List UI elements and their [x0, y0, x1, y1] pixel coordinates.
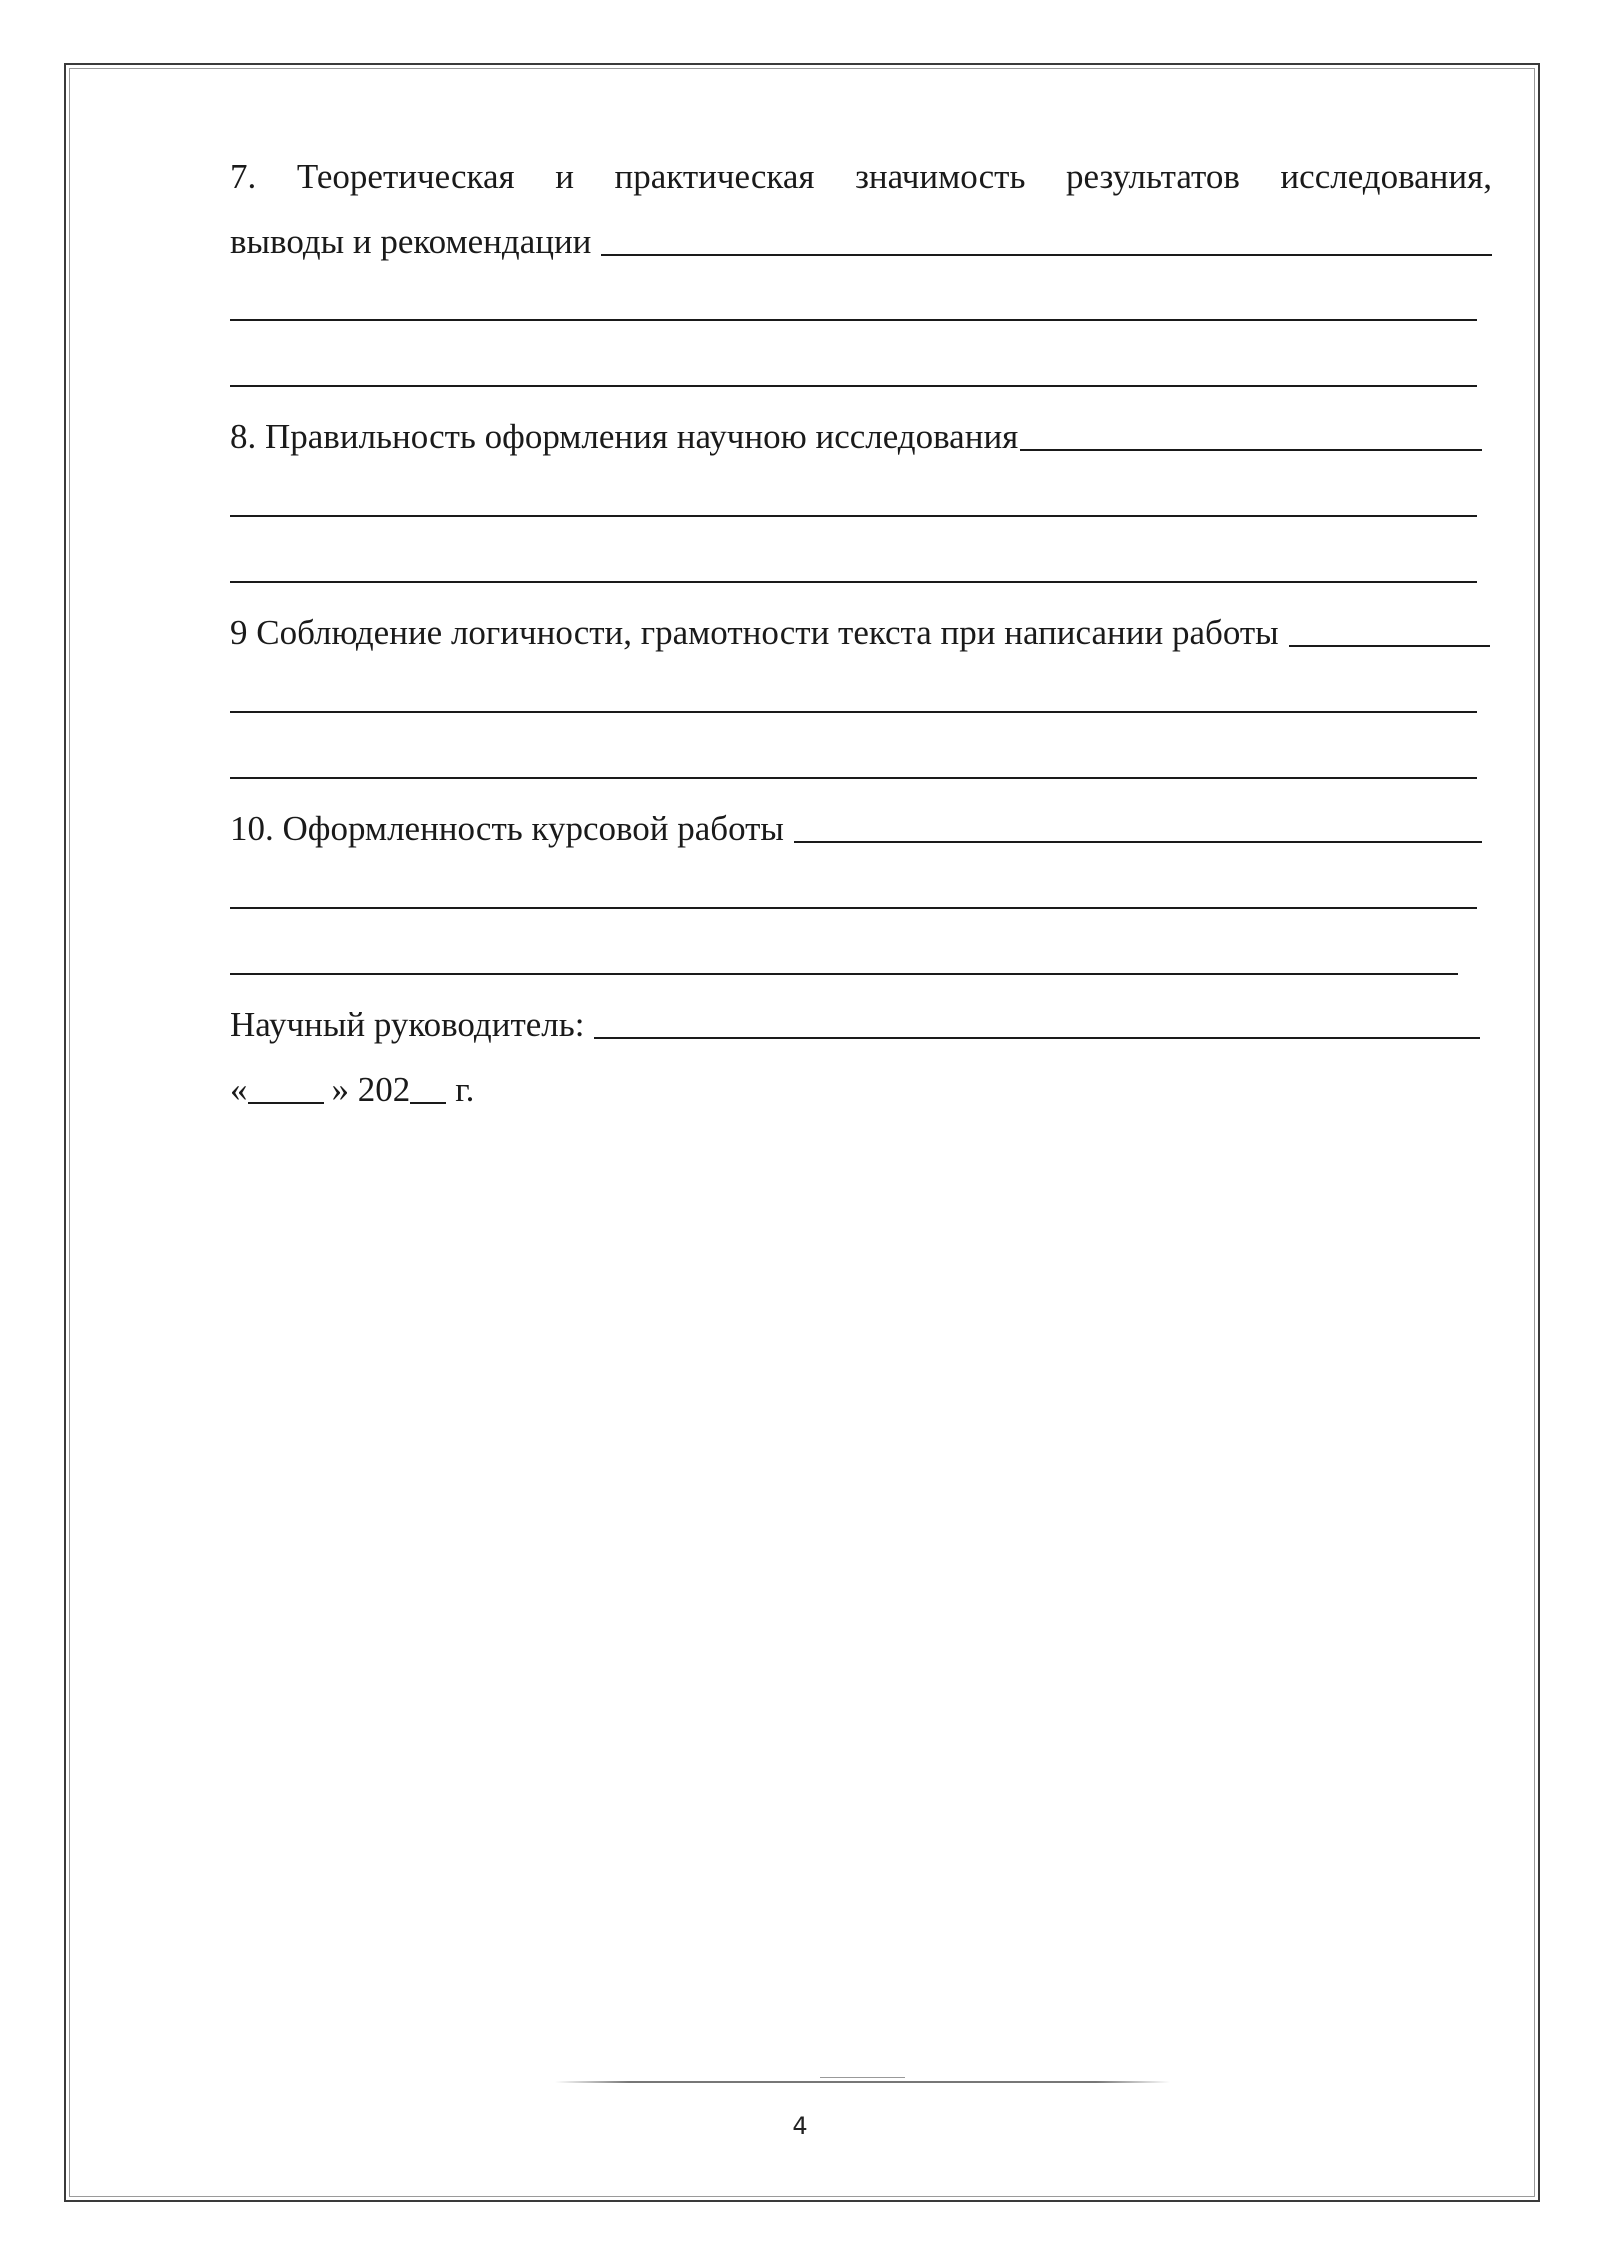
date-close-year: » 202: [331, 1070, 411, 1109]
page-border: [64, 63, 1540, 2202]
date-year-suffix: г.: [455, 1070, 475, 1109]
date-year-blank[interactable]: [410, 1102, 446, 1104]
item-10-row: [230, 809, 1482, 849]
item-10-answer-line-2[interactable]: [230, 907, 1477, 909]
item-9-answer-blank[interactable]: [1289, 645, 1490, 647]
item-7-answer-line-3[interactable]: [230, 385, 1477, 387]
item-7-answer-blank[interactable]: [601, 254, 1492, 256]
supervisor-label: Научный руководитель:: [230, 1005, 585, 1044]
supervisor-signature-blank[interactable]: [594, 1037, 1480, 1039]
footer-divider-accent: [820, 2077, 905, 2078]
date-open-quote: «: [230, 1070, 248, 1109]
item-10-answer-line-3[interactable]: [230, 973, 1458, 975]
item-8-row: [230, 417, 1482, 457]
item-10-answer-blank[interactable]: [794, 841, 1482, 843]
item-7-answer-line-2[interactable]: [230, 319, 1477, 321]
item-7-heading: [230, 157, 1492, 197]
item-9-answer-line-2[interactable]: [230, 711, 1477, 713]
item-9-answer-line-3[interactable]: [230, 777, 1477, 779]
item-9-row: [230, 613, 1490, 653]
item-7-row-2: [230, 222, 1492, 262]
item-8-answer-line-3[interactable]: [230, 581, 1477, 583]
item-7-line-1: 7. Теоретическая и практическая значимость результатов исследования,: [230, 157, 1492, 196]
item-8-label: 8. Правильность оформления научною исследования: [230, 417, 1019, 456]
item-9-label: 9 Соблюдение логичности, грамотности текста при написании работы: [230, 613, 1279, 652]
item-10-label: 10. Оформленность курсовой работы: [230, 809, 784, 848]
footer-divider: [555, 2081, 1170, 2083]
supervisor-row: [230, 1005, 1480, 1045]
item-8-answer-line-2[interactable]: [230, 515, 1477, 517]
item-8-answer-blank[interactable]: [1020, 449, 1482, 451]
page-number: 4: [792, 2112, 808, 2140]
item-7-line-2: выводы и рекомендации: [230, 222, 592, 261]
date-day-blank[interactable]: [248, 1102, 324, 1104]
date-row: [230, 1070, 474, 1110]
